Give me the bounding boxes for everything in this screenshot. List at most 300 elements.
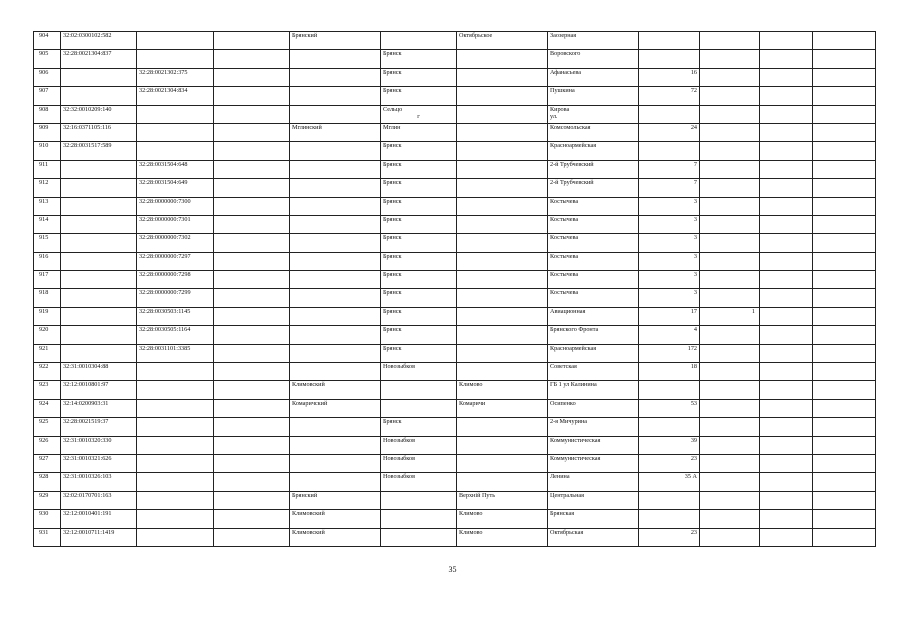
cell-empty [813,142,876,160]
cell-street: Комсомольская [548,123,639,141]
cell-house [639,105,700,123]
cell-city [381,528,457,546]
cell-cadastral-2 [137,418,214,436]
cell-number: 912 [34,179,61,197]
table-row [34,68,876,86]
table-row [34,510,876,528]
cell-settlement [457,142,548,160]
cell-city: Сельцо г [381,105,457,123]
cell-house: 53 [639,399,700,417]
cell-city: Брянск [381,234,457,252]
cell-district [290,363,381,381]
cell-empty [760,105,813,123]
table-row [34,491,876,509]
cell-building [700,399,760,417]
cell-district [290,289,381,307]
cell-house [639,491,700,509]
cell-building [700,234,760,252]
cell-district [290,179,381,197]
cell-street: Костычева [548,252,639,270]
cell-empty [813,510,876,528]
cell-empty [813,179,876,197]
cell-cadastral-2: 32:28:0000000:7299 [137,289,214,307]
cell-cadastral-1 [61,197,137,215]
cell-building [700,528,760,546]
cell-empty [760,160,813,178]
cell-number: 930 [34,510,61,528]
cell-empty [813,32,876,50]
cell-empty [214,381,290,399]
cell-city: Новозыбков [381,473,457,491]
cell-empty [214,142,290,160]
table-row [34,436,876,454]
cell-empty [760,215,813,233]
cell-empty [813,197,876,215]
cell-empty [760,289,813,307]
cell-city [381,381,457,399]
cell-empty [813,105,876,123]
cell-number: 913 [34,197,61,215]
cell-number: 929 [34,491,61,509]
cell-house: 3 [639,289,700,307]
cell-house: 23 [639,454,700,472]
table-body [34,32,876,547]
table-row [34,142,876,160]
table-row [34,160,876,178]
cell-empty [214,363,290,381]
table-row [34,50,876,68]
cell-empty [214,179,290,197]
cell-empty [760,436,813,454]
cell-empty [760,344,813,362]
cell-building [700,344,760,362]
cell-street: Пушкина [548,87,639,105]
cell-building [700,142,760,160]
cell-empty [214,473,290,491]
cell-empty [813,528,876,546]
cell-empty [214,418,290,436]
cell-empty [214,289,290,307]
cell-empty [214,344,290,362]
cell-cadastral-2 [137,50,214,68]
cell-empty [760,234,813,252]
cell-street: Коммунистическая [548,454,639,472]
cell-house: 23 [639,528,700,546]
cell-empty [813,289,876,307]
cell-cadastral-2 [137,491,214,509]
cell-cadastral-1 [61,289,137,307]
cell-street: Афанасьева [548,68,639,86]
cell-building [700,197,760,215]
cell-street: Коммунистическая [548,436,639,454]
table-row [34,307,876,325]
cell-city [381,399,457,417]
cell-building [700,160,760,178]
cell-cadastral-2 [137,473,214,491]
cell-building [700,454,760,472]
cell-city: Брянск [381,68,457,86]
cell-empty [760,326,813,344]
cell-building [700,179,760,197]
cell-district: Брянский [290,32,381,50]
cell-number: 926 [34,436,61,454]
cell-house: 72 [639,87,700,105]
cell-empty [813,234,876,252]
cell-cadastral-1 [61,252,137,270]
cell-number: 910 [34,142,61,160]
cell-cadastral-1: 32:31:0010304:88 [61,363,137,381]
table-row [34,252,876,270]
cell-district [290,68,381,86]
cell-district [290,344,381,362]
cell-settlement [457,123,548,141]
cell-settlement [457,363,548,381]
cell-cadastral-2 [137,105,214,123]
table-row [34,528,876,546]
cell-number: 904 [34,32,61,50]
cell-street: Костычева [548,197,639,215]
cell-district [290,160,381,178]
cell-street: Кирова ул. [548,105,639,123]
cell-empty [813,87,876,105]
cell-empty [760,399,813,417]
cell-cadastral-2: 32:28:0000000:7300 [137,197,214,215]
cell-building [700,491,760,509]
cell-house: 39 [639,436,700,454]
cell-cadastral-1 [61,307,137,325]
cell-empty [760,491,813,509]
cell-cadastral-1 [61,87,137,105]
cell-building [700,87,760,105]
cell-cadastral-1: 32:14:0200903:31 [61,399,137,417]
cell-house: 172 [639,344,700,362]
cell-empty [214,160,290,178]
cell-number: 925 [34,418,61,436]
cell-district: Комаричский [290,399,381,417]
cell-house: 7 [639,179,700,197]
cell-district [290,142,381,160]
cell-cadastral-1: 32:12:0010401:191 [61,510,137,528]
cell-house: 24 [639,123,700,141]
cell-district: Климовский [290,510,381,528]
cell-cadastral-2: 32:28:0031504:649 [137,179,214,197]
cell-city: Брянск [381,307,457,325]
cell-empty [214,234,290,252]
table-row [34,234,876,252]
table-row [34,418,876,436]
cell-empty [813,215,876,233]
cell-settlement [457,234,548,252]
cell-settlement [457,326,548,344]
cell-city: Новозыбков [381,363,457,381]
cell-empty [214,528,290,546]
cell-empty [813,123,876,141]
cell-house [639,32,700,50]
cell-district [290,436,381,454]
cell-house: 3 [639,271,700,289]
cell-number: 924 [34,399,61,417]
cell-cadastral-2 [137,510,214,528]
cell-empty [813,399,876,417]
cell-cadastral-2: 32:28:0031101:3385 [137,344,214,362]
cell-settlement [457,68,548,86]
cell-empty [760,179,813,197]
cell-settlement: Комаричи [457,399,548,417]
cell-empty [813,307,876,325]
cell-street: Брянского Фронта [548,326,639,344]
cell-district [290,87,381,105]
table-row [34,473,876,491]
cell-cadastral-1: 32:28:0021304:837 [61,50,137,68]
cell-city: Брянск [381,326,457,344]
cell-city: Брянск [381,87,457,105]
cell-cadastral-1: 32:12:0010711:1419 [61,528,137,546]
cell-number: 906 [34,68,61,86]
cell-number: 927 [34,454,61,472]
cell-number: 922 [34,363,61,381]
cell-empty [214,32,290,50]
cell-settlement [457,289,548,307]
cell-city [381,491,457,509]
cell-street: ГБ 1 ул Калинина [548,381,639,399]
cell-number: 909 [34,123,61,141]
cell-cadastral-1: 32:28:0031517:589 [61,142,137,160]
cell-district: Климовский [290,381,381,399]
cell-settlement [457,271,548,289]
cell-empty [813,473,876,491]
cell-building [700,510,760,528]
cell-cadastral-2: 32:28:0031504:648 [137,160,214,178]
cell-district: Климовский [290,528,381,546]
cell-empty [760,68,813,86]
cell-settlement [457,105,548,123]
cell-cadastral-2 [137,123,214,141]
cell-house [639,418,700,436]
table-row [34,215,876,233]
cell-city: Брянск [381,215,457,233]
cell-empty [813,436,876,454]
cell-empty [813,50,876,68]
cell-street: Костычева [548,289,639,307]
cell-cadastral-1: 32:31:0010321:626 [61,454,137,472]
table-row [34,289,876,307]
cell-building [700,271,760,289]
cell-cadastral-1: 32:31:0010326:103 [61,473,137,491]
cell-cadastral-2: 32:28:0000000:7301 [137,215,214,233]
cell-empty [214,454,290,472]
cell-empty [214,307,290,325]
cell-house: 18 [639,363,700,381]
cell-empty [214,510,290,528]
cell-street: Авиационная [548,307,639,325]
cell-settlement [457,50,548,68]
cell-street: Костычева [548,215,639,233]
cell-building [700,363,760,381]
cell-cadastral-1 [61,271,137,289]
cell-empty [760,123,813,141]
cell-empty [813,326,876,344]
cell-number: 916 [34,252,61,270]
cell-street: Красноармейская [548,344,639,362]
cell-number: 917 [34,271,61,289]
cell-cadastral-2: 32:28:0021302:375 [137,68,214,86]
cell-cadastral-2: 32:28:0030503:1145 [137,307,214,325]
cell-cadastral-1: 32:32:0010209:140 [61,105,137,123]
cell-city: Брянск [381,344,457,362]
cell-empty [813,271,876,289]
cell-cadastral-1 [61,326,137,344]
cell-settlement [457,307,548,325]
cell-district [290,234,381,252]
cell-empty [760,252,813,270]
cell-number: 911 [34,160,61,178]
cell-empty [214,68,290,86]
table-row [34,32,876,50]
table-row [34,326,876,344]
cell-street: 2-й Трубчевский [548,179,639,197]
cell-empty [760,418,813,436]
cell-cadastral-2: 32:28:0021304:834 [137,87,214,105]
cell-district [290,252,381,270]
cell-empty [760,363,813,381]
cell-cadastral-1 [61,234,137,252]
cell-empty [760,307,813,325]
cell-street: Октябрьская [548,528,639,546]
cell-empty [760,271,813,289]
cell-city: Брянск [381,289,457,307]
cell-cadastral-2 [137,399,214,417]
cell-empty [760,197,813,215]
cell-building [700,381,760,399]
cell-city: Брянск [381,179,457,197]
cell-district [290,50,381,68]
cell-street: Костычева [548,271,639,289]
cell-city [381,32,457,50]
cell-cadastral-1 [61,344,137,362]
cell-street: 2-я Мичурина [548,418,639,436]
cell-cadastral-2 [137,454,214,472]
cell-street: Красноармейская [548,142,639,160]
table-row [34,179,876,197]
cell-number: 928 [34,473,61,491]
cell-cadastral-1: 32:12:0010801:97 [61,381,137,399]
cell-cadastral-2 [137,381,214,399]
cell-building [700,418,760,436]
cell-district [290,197,381,215]
cell-settlement [457,215,548,233]
cell-city: Брянск [381,160,457,178]
cell-building [700,473,760,491]
cell-number: 905 [34,50,61,68]
cell-house [639,381,700,399]
cell-street: Заозерная [548,32,639,50]
cell-city: Брянск [381,197,457,215]
cell-settlement [457,436,548,454]
cell-number: 931 [34,528,61,546]
cell-empty [214,399,290,417]
cell-district: Брянский [290,491,381,509]
cell-district [290,307,381,325]
cell-house [639,510,700,528]
cell-settlement [457,197,548,215]
cell-settlement [457,473,548,491]
cell-cadastral-1: 32:16:0371105:116 [61,123,137,141]
cell-street: Центральная [548,491,639,509]
table-row [34,381,876,399]
cell-building [700,105,760,123]
cell-cadastral-1: 32:28:0021519:37 [61,418,137,436]
cell-empty [214,491,290,509]
cell-building [700,123,760,141]
cell-number: 923 [34,381,61,399]
cell-city [381,510,457,528]
cell-number: 914 [34,215,61,233]
cell-house: 4 [639,326,700,344]
cell-building [700,289,760,307]
cell-cadastral-1 [61,215,137,233]
cell-district [290,271,381,289]
cell-house: 7 [639,160,700,178]
cell-empty [214,326,290,344]
cell-house: 3 [639,197,700,215]
table-row [34,87,876,105]
cell-cadastral-2 [137,436,214,454]
cell-district [290,454,381,472]
cell-city: Мглин [381,123,457,141]
cell-number: 921 [34,344,61,362]
cell-cadastral-2: 32:28:0000000:7302 [137,234,214,252]
table-row [34,344,876,362]
table-row [34,363,876,381]
cell-settlement [457,252,548,270]
cell-cadastral-1 [61,160,137,178]
cell-street: Воровского [548,50,639,68]
cell-house: 16 [639,68,700,86]
cell-building [700,50,760,68]
cell-empty [813,363,876,381]
page-number: 35 [448,565,457,574]
cell-house: 3 [639,234,700,252]
table-row [34,123,876,141]
cell-building [700,32,760,50]
cell-district [290,105,381,123]
cell-district [290,215,381,233]
cell-number: 918 [34,289,61,307]
cell-number: 920 [34,326,61,344]
cell-empty [813,344,876,362]
cell-cadastral-1: 32:02:0300102:582 [61,32,137,50]
cell-cadastral-1 [61,68,137,86]
cell-empty [760,473,813,491]
cell-empty [760,528,813,546]
cell-settlement: Климово [457,510,548,528]
cell-district [290,473,381,491]
cell-house: 3 [639,215,700,233]
cell-city: Брянск [381,418,457,436]
cell-empty [760,454,813,472]
cell-empty [813,160,876,178]
cell-house [639,142,700,160]
table-row [34,399,876,417]
cell-settlement: Климово [457,528,548,546]
cell-empty [813,381,876,399]
cell-street: Ленина [548,473,639,491]
cell-cadastral-1: 32:02:0170701:163 [61,491,137,509]
cell-building [700,252,760,270]
cell-empty [214,197,290,215]
cell-number: 907 [34,87,61,105]
cell-empty [813,491,876,509]
